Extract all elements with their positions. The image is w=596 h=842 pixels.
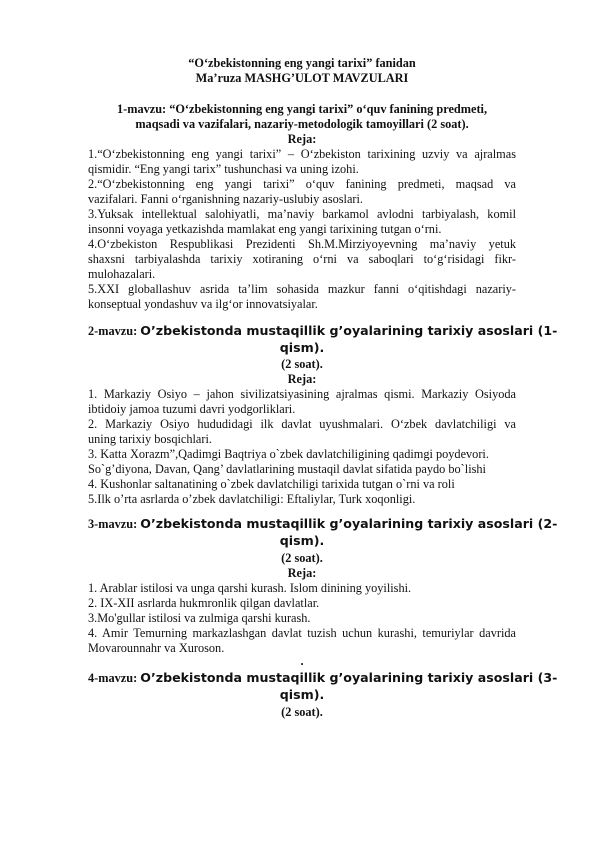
topic1-item-line: 4.O‘zbekiston Respublikasi Prezidenti Sh.M.Mirziyoyevning ma’naviy yetuk [88,237,516,251]
topic2-heading [88,323,558,339]
topic2-label: 2-mavzu: [88,324,138,338]
topic1-item-line: shaxsni tarbiyalashda tarixiy xotiraning o‘rni va saboqlari to‘g‘risidagi fikr- [88,252,516,266]
topic2-plan-label: Reja: [287,372,317,386]
topic3-item-line: 1. Arablar istilosi va unga qarshi kurash. Islom dinining yoyilishi. [88,581,412,595]
topic1-plan-label: Reja: [287,132,317,146]
topic4-title: O’zbekistonda mustaqillik g’oyalarining tarixiy asoslari (3- [140,670,558,685]
topic1-item-line: 1.“O‘zbekistonning eng yangi tarixi” – O‘zbekiston tarixining uzviy va ajralmas [88,147,516,161]
topic2-item-line: uning tarixiy bosqichlari. [88,432,212,446]
topic1-item-line: konseptual yondashuv va ilg‘or innovatsiyalar. [88,297,318,311]
topic3-title-cont: qism). [279,533,325,548]
topic3-item-line: 4. Amir Temurning markazlashgan davlat tuzish uchun kurashi, temuriylar davrida [88,626,516,640]
topic3-item-line: 2. IX-XII asrlarda hukmronlik qilgan davlatlar. [88,596,320,610]
topic3-hours: (2 soat). [281,551,323,565]
topic1-item-line: 2.“O‘zbekistonning eng yangi tarixi” o‘quv fanining predmeti, maqsad va [88,177,516,191]
topic2-item-line: ibtidoiy jamoa tuzumi davri yodgorliklari. [88,402,296,416]
topic3-item-line: 3.Mo'gullar istilosi va zulmiga qarshi kurash. [88,611,311,625]
topic1-item-line: insonni voyaga yetkazishda mamlakat eng yangi tarixining tutgan o‘rni. [88,222,442,236]
topic2-title: O’zbekistonda mustaqillik g’oyalarining tarixiy asoslari (1- [140,323,558,338]
topic3-item-line: Movarounnahr va Xuroson. [88,641,225,655]
topic1-item-line: 3.Yuksak intellektual salohiyatli, ma’naviy barkamol avlodni tarbiyalash, komil [88,207,516,221]
topic3-plan-label: Reja: [287,566,317,580]
document-title: “O‘zbekistonning eng yangi tarixi” fanidan [188,56,416,70]
topic3-label: 3-mavzu: [88,517,138,531]
topic4-label: 4-mavzu: [88,671,138,685]
topic2-item-line: 5.Ilk o’rta asrlarda o’zbek davlatchiligi: Eftaliylar, Turk xoqonligi. [88,492,416,506]
topic2-item-line: 3. Katta Xorazm”,Qadimgi Baqtriya o`zbek davlatchiligining qadimgi poydevori. [88,447,489,461]
topic1-item-line: vazifalari. Fanni o‘rganishning nazariy-uslubiy asoslari. [88,192,364,206]
topic3-heading [88,516,558,532]
topic1-item-line: mulohazalari. [88,267,156,281]
topic1-title-line1: 1-mavzu: “O‘zbekistonning eng yangi tarixi” o‘quv fanining predmeti, [116,102,488,116]
topic1-title-line2: maqsadi va vazifalari, nazariy-metodologik tamoyillari (2 soat). [135,117,469,131]
topic2-title-cont: qism). [279,340,325,355]
topic2-item-line: 1. Markaziy Osiyo – jahon sivilizatsiyasining ajralmas qismi. Markaziy Osiyoda [88,387,516,401]
topic4-title-cont: qism). [279,687,325,702]
topic2-hours: (2 soat). [281,357,323,371]
topic2-item-line: 2. Markaziy Osiyo hududidagi ilk davlat uyushmalari. O‘zbek davlatchiligi va [88,417,516,431]
topic2-item-line: So`g’diyona, Davan, Qang’ davlatlarining mustaqil davlat sifatida paydo bo`lishi [88,462,486,476]
separator-dot: . [300,654,304,668]
topic4-heading [88,670,558,686]
topic1-item-line: qismidir. “Eng yangi tarix” tushunchasi va uning izohi. [88,162,359,176]
topic1-item-line: 5.XXI globallashuv asrida ta’lim sohasida mazkur fanni o‘qitishdagi nazariy- [88,282,516,296]
topic3-title: O’zbekistonda mustaqillik g’oyalarining tarixiy asoslari (2- [140,516,558,531]
topic4-hours: (2 soat). [281,705,323,719]
document-subtitle: Ma’ruza MASHG’ULOT MAVZULARI [195,71,409,85]
topic2-item-line: 4. Kushonlar saltanatining o`zbek davlatchiligi tarixida tutgan o`rni va roli [88,477,455,491]
